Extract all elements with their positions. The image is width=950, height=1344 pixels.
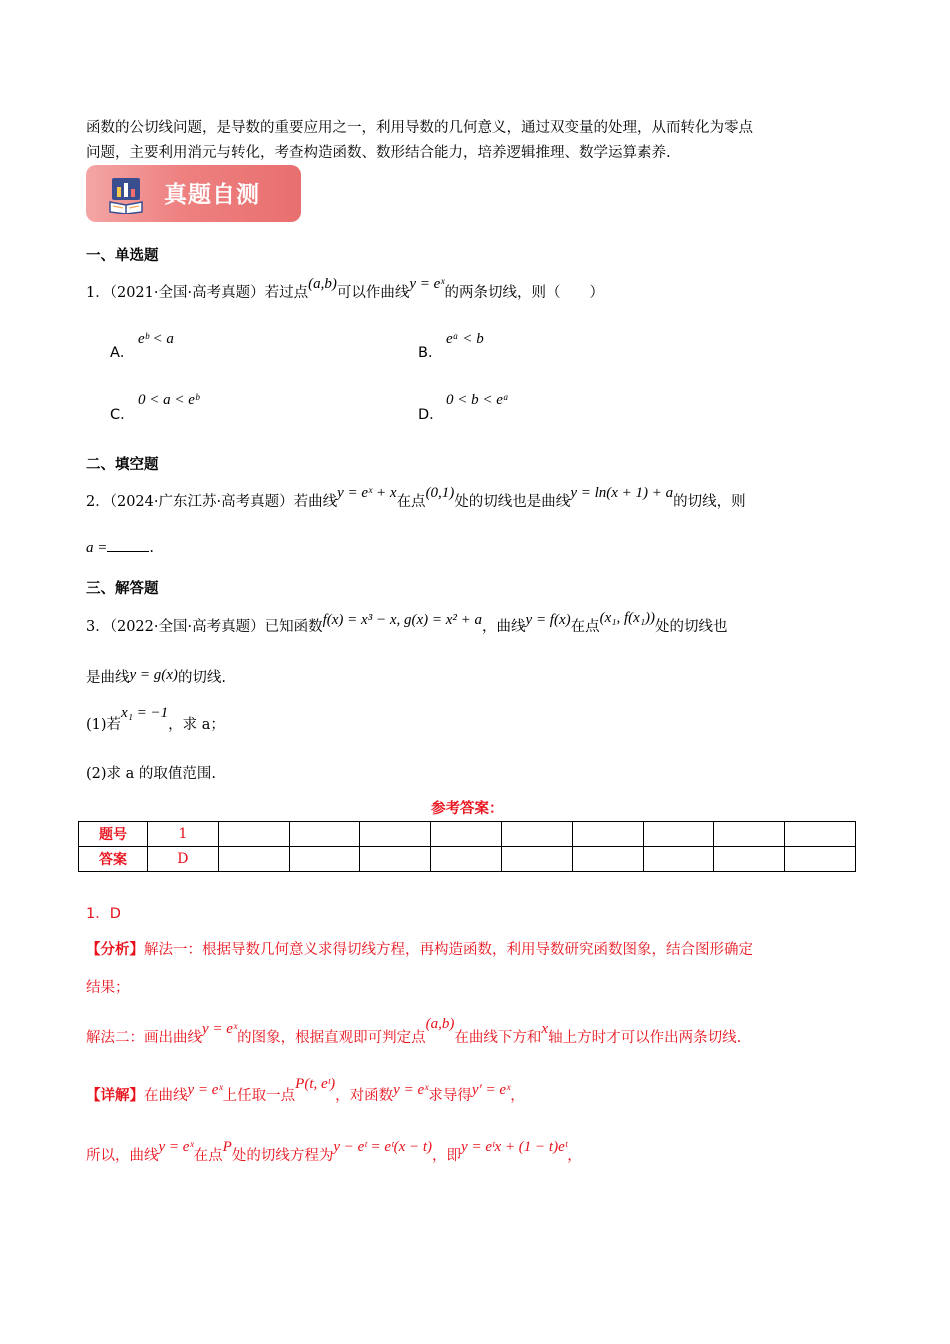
option-b-label[interactable]: B． (418, 345, 443, 361)
table-cell (218, 822, 289, 847)
table-row (79, 822, 856, 847)
math-curve-2: y = g(x) (129, 667, 178, 683)
math-functions: f(x) = x³ − x, g(x) = x² + a (322, 612, 483, 628)
method-text: 的图象，根据直观即可判定点 (237, 1030, 426, 1046)
stem-text: 在点 (396, 494, 426, 510)
solution-analysis-line-1 (86, 940, 753, 960)
stem-text: ，曲线 (482, 619, 526, 635)
answer-key-title: 参考答案： (431, 801, 504, 817)
detail-tag: 【详解】 (86, 1087, 144, 1104)
answer-period: . (149, 540, 154, 556)
option-c-label[interactable]: C． (110, 407, 135, 423)
table-cell (785, 822, 856, 847)
detail-text: 求导得 (428, 1088, 472, 1104)
tangent-text: ，即 (432, 1148, 462, 1164)
table-cell (360, 847, 431, 872)
table-cell (501, 822, 572, 847)
option-d-label[interactable]: D． (418, 407, 444, 423)
math-point: P(t, eᵗ) (295, 1076, 336, 1092)
detail-text: ， (510, 1088, 525, 1104)
math-curve-2: y = ln(x + 1) + a (570, 485, 674, 501)
detail-text: 上任取一点 (222, 1088, 296, 1104)
question-2-answer-line (86, 537, 154, 558)
question-source: （2024·广东江苏·高考真题）若曲线 (109, 494, 338, 510)
solution-tangent-line (86, 1139, 582, 1166)
math-curve: y = eˣ (187, 1082, 223, 1098)
answer-table (78, 821, 856, 872)
table-cell (289, 822, 360, 847)
stem-text: 处的切线也 (655, 619, 728, 635)
row-header-answer: 答案 (79, 847, 148, 872)
table-cell (360, 822, 431, 847)
stem-text: 可以作曲线 (336, 285, 410, 301)
book-chart-icon (108, 174, 144, 214)
method-text: 在曲线下方和 (454, 1030, 542, 1046)
row-header-number: 题号 (79, 822, 148, 847)
math-point: (0,1) (425, 485, 455, 501)
question-source: （2021·全国·高考真题）若过点 (109, 285, 309, 301)
question-number: 1． (86, 285, 110, 301)
option-a-expr: eᵇ < a (138, 331, 174, 347)
math-derivative: y′ = eˣ (471, 1082, 511, 1098)
solution-method-2 (86, 1016, 742, 1048)
question-2-stem (86, 485, 746, 512)
math-tangent-equation: y − eᵗ = eᵗ(x − t) (333, 1139, 433, 1155)
table-cell (501, 847, 572, 872)
table-cell (714, 822, 785, 847)
tangent-text: 在点 (193, 1148, 223, 1164)
stem-text: 是曲线 (86, 670, 130, 686)
part-text: ，求 a； (168, 717, 225, 733)
question-3-part-1 (86, 705, 225, 735)
method-text: 轴上方时才可以作出两条切线. (548, 1030, 742, 1046)
math-point: (x₁, f(x₁)) (599, 610, 656, 626)
intro-line-2: 问题，主要利用消元与转化，考查构造函数、数形结合能力，培养逻辑推理、数学运算素养. (86, 145, 671, 161)
analysis-text: 解法一：根据导数几何意义求得切线方程，再构造函数，利用导数研究函数图象，结合图形确定 (144, 942, 753, 958)
solution-analysis-line-2: 结果； (86, 980, 130, 996)
question-1-stem (86, 276, 605, 303)
option-b-expr: eᵃ < b (446, 331, 484, 347)
math-tangent-expanded: y = eᵗx + (1 − t)eᵗ (461, 1139, 568, 1155)
option-c-expr: 0 < a < eᵇ (138, 392, 199, 408)
table-cell (289, 847, 360, 872)
detail-text: 在曲线 (144, 1088, 188, 1104)
math-curve: y = eˣ (202, 1021, 238, 1037)
math-function: y = eˣ (393, 1082, 429, 1098)
detail-text: ，对函数 (335, 1088, 394, 1104)
table-cell (431, 847, 502, 872)
question-number: 3． (86, 619, 110, 635)
section-heading-single-choice: 一、单选题 (86, 248, 159, 264)
stem-text: 在点 (570, 619, 600, 635)
table-cell (431, 822, 502, 847)
banner-title: 真题自测 (164, 182, 260, 208)
method-text: 解法二：画出曲线 (86, 1030, 202, 1046)
question-3-part-2: (2)求 a 的取值范围. (86, 766, 217, 782)
answer-blank[interactable] (107, 537, 149, 552)
tangent-text: 所以，曲线 (86, 1148, 159, 1164)
intro-line-1: 函数的公切线问题，是导数的重要应用之一，利用导数的几何意义，通过双变量的处理，从而转化为零点 (86, 120, 753, 136)
option-d-expr: 0 < b < eᵃ (446, 392, 509, 408)
table-row (79, 847, 856, 872)
math-point: (a,b) (425, 1016, 455, 1032)
question-number: 2． (86, 494, 110, 510)
math-curve-1: y = eˣ + x (337, 485, 397, 501)
table-cell (572, 822, 643, 847)
stem-text: 的切线. (177, 670, 227, 686)
analysis-tag: 【分析】 (86, 941, 144, 958)
solution-detail (86, 1076, 525, 1106)
question-3-stem (86, 610, 728, 637)
tangent-text: 处的切线方程为 (231, 1148, 334, 1164)
section-heading-solution: 三、解答题 (86, 581, 159, 597)
stem-text: 处的切线也是曲线 (454, 494, 571, 510)
question-3-line-2 (86, 668, 226, 688)
option-a-label[interactable]: A． (110, 345, 135, 361)
math-curve: y = eˣ (409, 276, 445, 292)
table-cell (572, 847, 643, 872)
question-source: （2022·全国·高考真题）已知函数 (109, 619, 323, 635)
part-label: (1)若 (86, 717, 122, 733)
stem-text: 的切线，则 (673, 494, 746, 510)
stem-text: 的两条切线，则（ ） (444, 285, 605, 301)
answer-variable: a = (86, 540, 108, 556)
table-cell (218, 847, 289, 872)
table-cell (643, 822, 714, 847)
table-cell (643, 847, 714, 872)
math-curve: y = f(x) (525, 612, 571, 628)
solution-heading: 1．D (86, 906, 121, 922)
tangent-text: ， (567, 1148, 582, 1164)
table-cell: D (148, 847, 219, 872)
math-curve: y = eˣ (158, 1139, 194, 1155)
math-point-p: P (222, 1139, 232, 1155)
table-cell: 1 (148, 822, 219, 847)
math-axis: x (541, 1021, 549, 1037)
section-heading-fill-blank: 二、填空题 (86, 457, 159, 473)
table-cell (785, 847, 856, 872)
math-condition: x₁ = −1 (121, 705, 169, 721)
math-point: (a,b) (308, 276, 337, 292)
table-cell (714, 847, 785, 872)
